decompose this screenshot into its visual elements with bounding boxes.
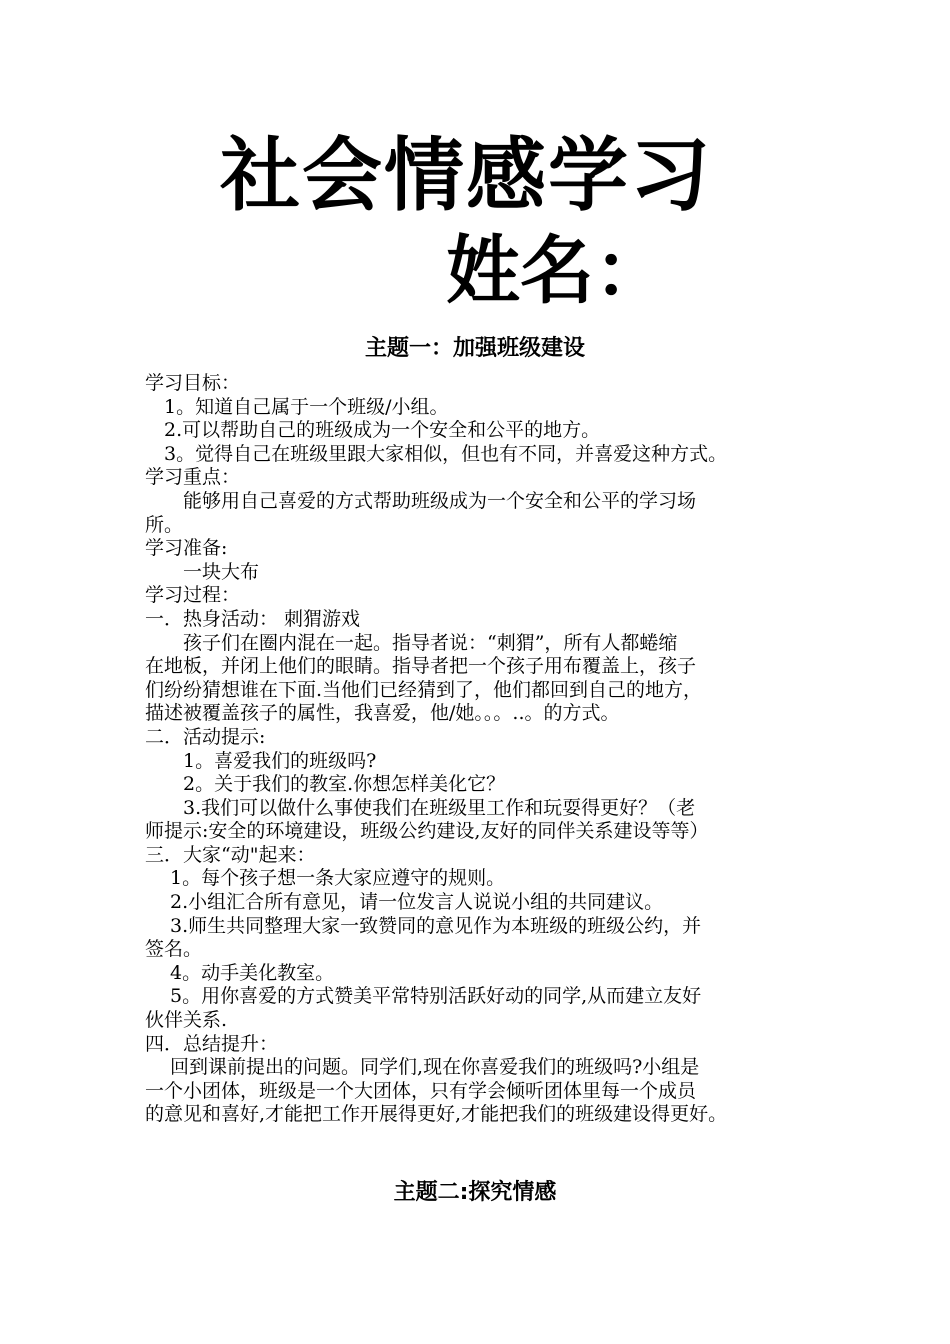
- body-line: 2.可以帮助自己的班级成为一个安全和公平的地方。: [145, 419, 601, 442]
- body-line: 们纷纷猜想谁在下面.当他们已经猜到了，他们都回到自己的地方，: [145, 678, 703, 701]
- body-line: 学习重点：: [145, 466, 241, 489]
- body-line: 二．活动提示:: [145, 725, 266, 748]
- body-line: 学习准备:: [145, 537, 228, 560]
- body-line: 一个小团体，班级是一个大团体，只有学会倾听团体里每一个成员: [145, 1079, 697, 1102]
- body-line: 签名。: [145, 938, 203, 961]
- body-line: 师提示:安全的环境建设，班级公约建设,友好的同伴关系建设等等）: [145, 820, 709, 843]
- body-line: 回到课前提出的问题。同学们,现在你喜爱我们的班级吗?小组是: [145, 1056, 700, 1079]
- body-line: 学习过程：: [145, 584, 241, 607]
- body-line: 所。: [145, 513, 184, 536]
- name-label: 姓名：: [446, 228, 668, 314]
- body-line: 一．热身活动： 刺猬游戏: [145, 607, 361, 630]
- body-line: 描述被覆盖孩子的属性，我喜爱，他/她。。。..。的方式。: [145, 702, 620, 725]
- body-line: 孩子们在圈内混在一起。指导者说：“刺猬”，所有人都蜷缩: [145, 631, 678, 654]
- body-line: 的意见和喜好,才能把工作开展得更好,才能把我们的班级建设得更好。: [145, 1103, 728, 1126]
- body-line: 三．大家“动"起来：: [145, 843, 316, 866]
- body-line: 3.师生共同整理大家一致赞同的意见作为本班级的班级公约，并: [145, 914, 702, 937]
- theme1-heading: 主题一：加强班级建设: [364, 336, 585, 361]
- lesson-body: [145, 372, 815, 1127]
- body-line: 2.小组汇合所有意见，请一位发言人说说小组的共同建议。: [145, 891, 664, 914]
- body-line: 3。觉得自己在班级里跟大家相似，但也有不同，并喜爱这种方式。: [145, 442, 728, 465]
- body-line: 能够用自己喜爱的方式帮助班级成为一个安全和公平的学习场: [145, 489, 697, 512]
- body-line: 四．总结提升：: [145, 1032, 279, 1055]
- theme2-heading: 主题二:探究情感: [393, 1180, 557, 1205]
- body-line: 学习目标：: [145, 372, 241, 394]
- body-line: 1。知道自己属于一个班级/小组。: [145, 395, 449, 418]
- body-line: 5。用你喜爱的方式赞美平常特别活跃好动的同学,从而建立友好: [145, 985, 702, 1008]
- body-line: 4。动手美化教室。: [145, 961, 335, 984]
- body-line: 2。关于我们的教室.你想怎样美化它？: [145, 773, 506, 796]
- body-line: 一块大布: [145, 560, 260, 583]
- body-line: 1。每个孩子想一条大家应遵守的规则。: [145, 867, 506, 890]
- body-line: 1。喜爱我们的班级吗?: [145, 749, 377, 772]
- document-title: 社会情感学习: [220, 129, 712, 222]
- body-line: 3.我们可以做什么事使我们在班级里工作和玩耍得更好？（老: [145, 796, 696, 819]
- body-line: 在地板，并闭上他们的眼睛。指导者把一个孩子用布覆盖上，孩子: [145, 655, 697, 678]
- body-line: 伙伴关系.: [145, 1009, 228, 1032]
